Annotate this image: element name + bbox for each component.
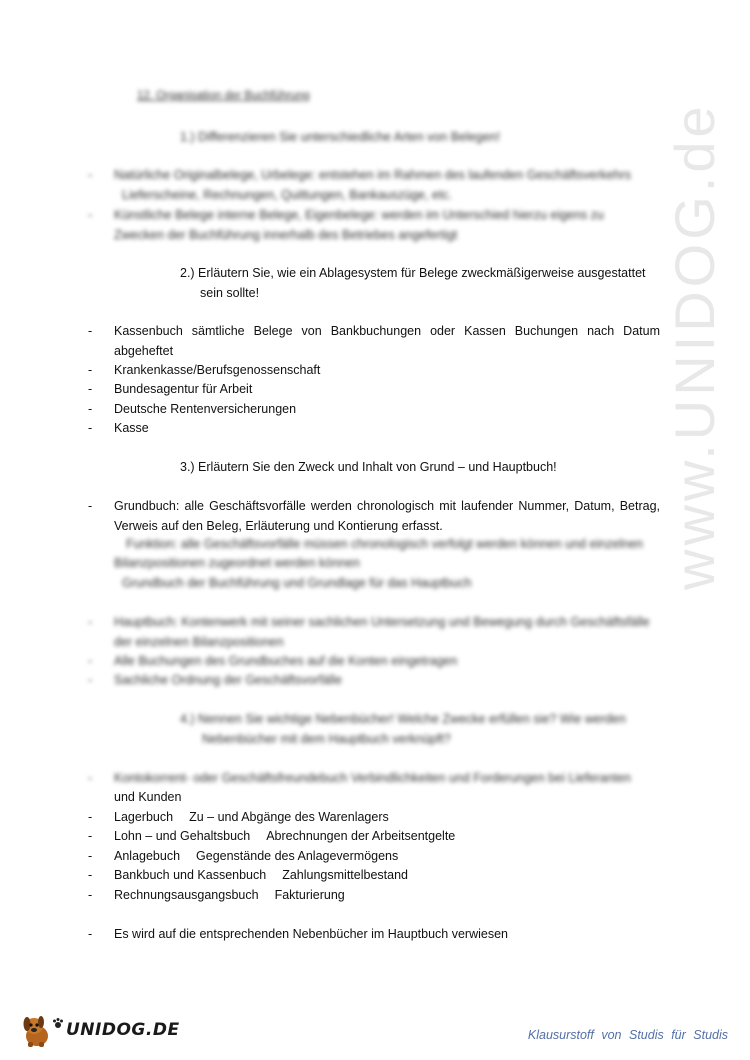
list-dash: - (88, 168, 93, 182)
nebenbuch-name: Lohn – und Gehaltsbuch (114, 829, 251, 843)
nebenbuch-name: Lagerbuch (114, 810, 174, 824)
question-4 (180, 710, 660, 749)
list-dash: - (88, 382, 93, 396)
list-item: Kasse (114, 421, 149, 435)
list-dash: - (88, 363, 93, 377)
list-item-kontokorrent: Kontokorrent- oder Geschäftsfreundebuch Verbindlichkeiten und Forderungen bei Lieferanten (114, 771, 632, 785)
nebenbuch-name: Rechnungsausgangsbuch (114, 888, 259, 902)
grundbuch-line1: Grundbuch: alle Geschäftsvorfälle werden chronologisch mit laufender Nummer, Datum, Betrag, (114, 499, 660, 513)
list-item (114, 847, 660, 867)
list-item: Sachliche Ordnung der Geschäftsvorfälle (114, 673, 342, 687)
nebenbuch-name: Anlagebuch (114, 849, 181, 863)
question-2-line2: sein sollte! (200, 285, 260, 300)
footer-tagline: Klausurstoff von Studis für Studis (527, 1028, 728, 1042)
nebenbuch-desc: Abrechnungen der Arbeitsentgelte (266, 829, 456, 843)
nebenbuch-desc: Zahlungsmittelbestand (282, 868, 408, 882)
nebenbuch-desc: Fakturierung (274, 888, 345, 902)
list-dash: - (88, 868, 93, 882)
list-item-kassenbuch (114, 322, 660, 361)
question-1: 1.) Differenzieren Sie unterschiedliche Arten von Belegen! (180, 130, 501, 144)
question-4-line2: Nebenbücher mit dem Hauptbuch verknüpft? (202, 731, 451, 746)
list-item (114, 827, 660, 847)
kassenbuch-line2: abgeheftet (114, 343, 174, 358)
nebenbuch-name: Bankbuch und Kassenbuch (114, 868, 267, 882)
grundbuch-function: Funktion: alle Geschäftsvorfälle müssen chronologisch verfolgt werden können und einzelnen (126, 537, 643, 551)
list-item: Künstliche Belege interne Belege, Eigenbelege: werden im Unterschied hierzu eigens zu (114, 208, 604, 222)
list-item: Lieferscheine, Rechnungen, Quittungen, Bankauszüge, etc. (122, 188, 453, 202)
list-item-hauptbuch: der einzelnen Bilanzpositionen (114, 635, 284, 649)
list-item: Es wird auf die entsprechenden Nebenbücher im Hauptbuch verwiesen (114, 927, 508, 941)
list-item: Bundesagentur für Arbeit (114, 382, 253, 396)
question-4-line1: 4.) Nennen Sie wichtige Nebenbücher! Welche Zwecke erfüllen sie? Wie werden (180, 712, 626, 726)
list-dash: - (88, 927, 93, 941)
section-heading: 12. Organisation der Buchführung (137, 90, 310, 102)
grundbuch-line2: Verweis auf den Beleg, Erläuterung und Kontierung erfasst. (114, 518, 443, 533)
list-dash: - (88, 421, 93, 435)
list-item-grundbuch (114, 497, 660, 536)
question-3: 3.) Erläutern Sie den Zweck und Inhalt von Grund – und Hauptbuch! (180, 460, 557, 474)
paw-icon (52, 1017, 64, 1029)
list-dash: - (88, 771, 93, 785)
list-item: Natürliche Originalbelege, Urbelege: entstehen im Rahmen des laufenden Geschäftsverkehrs (114, 168, 631, 182)
list-item: Alle Buchungen des Grundbuches auf die Konten eingetragen (114, 654, 458, 668)
grundbuch-function: Bilanzpositionen zugeordnet werden können (114, 556, 361, 570)
dog-mascot-icon (20, 1012, 54, 1048)
logo-text: UNIDOG.DE (66, 1020, 180, 1040)
nebenbuch-desc: Zu – und Abgänge des Warenlagers (189, 810, 389, 824)
list-dash: - (88, 208, 93, 222)
list-item-hauptbuch: Hauptbuch: Kontenwerk mit seiner sachlichen Untersetzung und Bewegung durch Geschäftsfälle (114, 615, 650, 629)
unidog-logo[interactable] (20, 1012, 180, 1048)
list-dash: - (88, 654, 93, 668)
kontokorrent-line2: und Kunden (114, 790, 182, 804)
grundbuch-function: Grundbuch der Buchführung und Grundlage für das Hauptbuch (122, 576, 472, 590)
list-dash: - (88, 829, 93, 843)
list-item: Deutsche Rentenversicherungen (114, 402, 297, 416)
list-dash: - (88, 673, 93, 687)
watermark: www.UNIDOG.de (663, 102, 726, 590)
question-2-line1: 2.) Erläutern Sie, wie ein Ablagesystem für Belege zweckmäßigerweise ausgestattet (180, 266, 646, 280)
list-item: Zwecken der Buchführung innerhalb des Betriebes angefertigt (114, 228, 458, 242)
list-dash: - (88, 499, 93, 513)
list-item (114, 866, 660, 886)
list-item: Krankenkasse/Berufsgenossenschaft (114, 363, 321, 377)
list-dash: - (88, 888, 93, 902)
kassenbuch-line1: Kassenbuch sämtliche Belege von Bankbuchungen oder Kassen Buchungen nach Datum (114, 324, 660, 338)
nebenbuch-desc: Gegenstände des Anlagevermögens (196, 849, 399, 863)
list-dash: - (88, 615, 93, 629)
list-item (114, 808, 660, 828)
question-2 (180, 264, 660, 303)
list-dash: - (88, 324, 93, 338)
list-dash: - (88, 810, 93, 824)
list-item (114, 886, 660, 906)
list-dash: - (88, 849, 93, 863)
list-dash: - (88, 402, 93, 416)
